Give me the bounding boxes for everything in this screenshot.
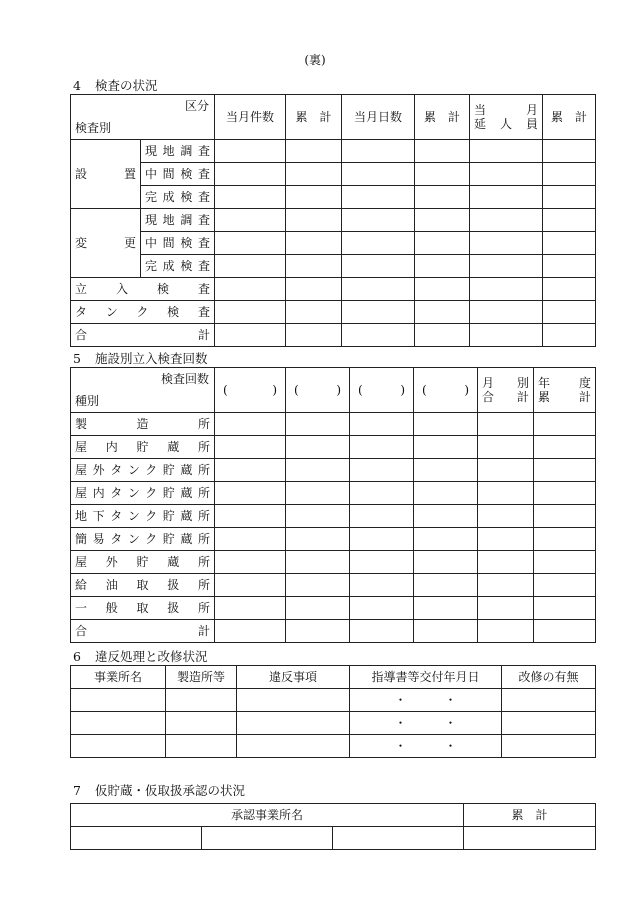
data-cell[interactable] (342, 324, 415, 347)
data-cell[interactable] (286, 436, 350, 459)
data-cell[interactable] (470, 301, 543, 324)
data-cell[interactable] (478, 482, 534, 505)
section-4-label: 検査の状況 (95, 78, 158, 93)
data-cell[interactable] (215, 574, 286, 597)
period-header[interactable] (414, 368, 478, 413)
data-cell[interactable] (215, 620, 286, 643)
date-cell[interactable] (350, 712, 502, 735)
sub-label: 現地調査 (141, 209, 215, 232)
data-cell[interactable] (502, 712, 596, 735)
section-6-title (73, 647, 208, 665)
data-cell[interactable] (286, 324, 342, 347)
data-cell[interactable] (215, 186, 286, 209)
data-cell[interactable] (478, 505, 534, 528)
data-cell[interactable] (215, 505, 286, 528)
section-6-label: 違反処理と改修状況 (95, 649, 208, 664)
header-office-name: 事業所名 (71, 666, 166, 689)
facility-label: 屋内タンク貯蔵所 (71, 482, 215, 505)
data-cell[interactable] (350, 413, 414, 436)
data-cell[interactable] (414, 620, 478, 643)
data-cell[interactable] (286, 459, 350, 482)
data-cell[interactable] (342, 209, 415, 232)
data-cell[interactable] (286, 255, 342, 278)
facility-label: 屋内貯蔵所 (71, 436, 215, 459)
data-cell[interactable] (286, 505, 350, 528)
data-cell[interactable] (478, 528, 534, 551)
facility-inspection-table (70, 367, 596, 643)
data-cell[interactable] (71, 689, 166, 712)
data-cell[interactable] (502, 735, 596, 758)
period-header[interactable] (286, 368, 350, 413)
data-cell[interactable] (237, 689, 350, 712)
data-cell[interactable] (342, 278, 415, 301)
data-cell[interactable] (534, 620, 596, 643)
data-cell[interactable] (478, 597, 534, 620)
data-cell[interactable] (350, 459, 414, 482)
data-cell[interactable] (414, 436, 478, 459)
data-cell[interactable] (415, 324, 470, 347)
header-yearly-total (534, 368, 596, 413)
data-cell[interactable] (71, 712, 166, 735)
data-cell[interactable] (215, 278, 286, 301)
data-cell[interactable] (414, 597, 478, 620)
date-dot: ・ (444, 693, 457, 707)
data-cell[interactable] (414, 551, 478, 574)
section-7-label: 仮貯蔵・仮取扱承認の状況 (95, 783, 246, 798)
data-cell[interactable] (342, 255, 415, 278)
header-monthly-total-line2: 合 計 (482, 390, 529, 404)
data-cell[interactable] (543, 209, 596, 232)
data-cell[interactable] (215, 413, 286, 436)
data-cell[interactable] (470, 278, 543, 301)
sec4-corner-bottom: 検査別 (75, 121, 112, 135)
data-cell[interactable] (470, 209, 543, 232)
data-cell[interactable] (342, 186, 415, 209)
data-cell[interactable] (350, 505, 414, 528)
data-cell[interactable] (237, 712, 350, 735)
section-5-label: 施設別立入検査回数 (95, 351, 208, 366)
data-cell[interactable] (478, 620, 534, 643)
header-monthly-days: 当月日数 (342, 95, 415, 140)
header-monthly-count: 当月件数 (215, 95, 286, 140)
header-repair-status: 改修の有無 (502, 666, 596, 689)
data-cell[interactable] (478, 413, 534, 436)
data-cell[interactable] (543, 278, 596, 301)
group-label-henkou: 変更 (71, 209, 141, 278)
paren-open: ( (358, 383, 363, 397)
data-cell[interactable] (286, 186, 342, 209)
data-cell[interactable] (415, 163, 470, 186)
data-cell[interactable] (286, 278, 342, 301)
data-cell[interactable] (464, 827, 596, 850)
paren-open: ( (422, 383, 427, 397)
date-dot: ・ (444, 716, 457, 730)
group-label-setchi: 設置 (71, 140, 141, 209)
data-cell[interactable] (333, 827, 464, 850)
paren-close: ) (400, 383, 405, 397)
data-cell[interactable] (414, 413, 478, 436)
period-header[interactable] (350, 368, 414, 413)
paren-close: ) (464, 383, 469, 397)
header-violation: 違反事項 (237, 666, 350, 689)
row-label-tachiiri: 立入検査 (71, 278, 215, 301)
facility-label: 一般取扱所 (71, 597, 215, 620)
data-cell[interactable] (543, 324, 596, 347)
data-cell[interactable] (415, 278, 470, 301)
header-issue-date: 指導書等交付年月日 (350, 666, 502, 689)
data-cell[interactable] (543, 186, 596, 209)
data-cell[interactable] (415, 255, 470, 278)
row-label-tank: タンク検査 (71, 301, 215, 324)
sub-label: 中間検査 (141, 232, 215, 255)
data-cell[interactable] (478, 574, 534, 597)
data-cell[interactable] (350, 551, 414, 574)
header-monthly-personnel (470, 95, 543, 140)
data-cell[interactable] (166, 735, 237, 758)
data-cell[interactable] (502, 689, 596, 712)
header-yearly-total-line2: 累 計 (538, 390, 591, 404)
data-cell[interactable] (350, 528, 414, 551)
data-cell[interactable] (534, 459, 596, 482)
facility-label: 簡易タンク貯蔵所 (71, 528, 215, 551)
data-cell[interactable] (215, 482, 286, 505)
section-4-title (73, 76, 158, 94)
data-cell[interactable] (415, 186, 470, 209)
data-cell[interactable] (534, 505, 596, 528)
data-cell[interactable] (415, 232, 470, 255)
data-cell[interactable] (415, 140, 470, 163)
period-header[interactable] (215, 368, 286, 413)
data-cell[interactable] (470, 324, 543, 347)
data-cell[interactable] (286, 528, 350, 551)
data-cell[interactable] (286, 482, 350, 505)
sec4-corner-header (71, 95, 215, 140)
sec5-corner-header (71, 368, 215, 413)
temporary-storage-table (70, 803, 596, 850)
data-cell[interactable] (286, 232, 342, 255)
facility-label: 屋外貯蔵所 (71, 551, 215, 574)
data-cell[interactable] (543, 255, 596, 278)
data-cell[interactable] (534, 597, 596, 620)
data-cell[interactable] (215, 324, 286, 347)
data-cell[interactable] (286, 597, 350, 620)
data-cell[interactable] (414, 482, 478, 505)
data-cell[interactable] (342, 163, 415, 186)
date-dot: ・ (394, 716, 407, 730)
data-cell[interactable] (470, 255, 543, 278)
data-cell[interactable] (202, 827, 333, 850)
paren-open: ( (223, 383, 228, 397)
data-cell[interactable] (342, 140, 415, 163)
page-label: (裏) (304, 53, 326, 67)
facility-label: 製造所 (71, 413, 215, 436)
data-cell[interactable] (414, 505, 478, 528)
data-cell[interactable] (534, 528, 596, 551)
data-cell[interactable] (470, 163, 543, 186)
data-cell[interactable] (350, 574, 414, 597)
data-cell[interactable] (342, 232, 415, 255)
data-cell[interactable] (415, 301, 470, 324)
data-cell[interactable] (534, 551, 596, 574)
data-cell[interactable] (237, 735, 350, 758)
data-cell[interactable] (543, 301, 596, 324)
data-cell[interactable] (415, 209, 470, 232)
date-cell[interactable] (350, 689, 502, 712)
data-cell[interactable] (215, 255, 286, 278)
data-cell[interactable] (286, 620, 350, 643)
data-cell[interactable] (478, 551, 534, 574)
data-cell[interactable] (286, 209, 342, 232)
header-cumulative-3: 累 計 (543, 95, 596, 140)
violation-table (70, 665, 596, 758)
section-7-number: 7 (73, 783, 81, 798)
header-cumulative-1: 累 計 (286, 95, 342, 140)
date-dot: ・ (394, 739, 407, 753)
data-cell[interactable] (350, 436, 414, 459)
sec4-corner-top: 区分 (184, 99, 209, 113)
paren-close: ) (272, 383, 277, 397)
data-cell[interactable] (414, 574, 478, 597)
inspection-status-table (70, 94, 596, 347)
data-cell[interactable] (286, 140, 342, 163)
data-cell[interactable] (478, 459, 534, 482)
data-cell[interactable] (286, 551, 350, 574)
header-facility: 製造所等 (166, 666, 237, 689)
data-cell[interactable] (215, 597, 286, 620)
paren-close: ) (336, 383, 341, 397)
row-label-total: 合計 (71, 324, 215, 347)
sub-label: 完成検査 (141, 186, 215, 209)
data-cell[interactable] (534, 413, 596, 436)
section-5-title (73, 349, 208, 367)
data-cell[interactable] (534, 574, 596, 597)
data-cell[interactable] (350, 482, 414, 505)
date-dot: ・ (444, 739, 457, 753)
section-6-number: 6 (73, 649, 81, 664)
sub-label: 完成検査 (141, 255, 215, 278)
data-cell[interactable] (215, 551, 286, 574)
data-cell[interactable] (350, 597, 414, 620)
section-7-title (73, 781, 245, 799)
facility-label: 屋外タンク貯蔵所 (71, 459, 215, 482)
data-cell[interactable] (166, 712, 237, 735)
data-cell[interactable] (470, 140, 543, 163)
data-cell[interactable] (414, 528, 478, 551)
header-approved-office: 承認事業所名 (71, 804, 464, 827)
header-cumulative-2: 累 計 (415, 95, 470, 140)
header-monthly-total (478, 368, 534, 413)
data-cell[interactable] (543, 140, 596, 163)
data-cell[interactable] (286, 574, 350, 597)
header-yearly-total-line1: 年 度 (538, 376, 591, 390)
paren-open: ( (294, 383, 299, 397)
data-cell[interactable] (215, 232, 286, 255)
data-cell[interactable] (350, 620, 414, 643)
data-cell[interactable] (286, 301, 342, 324)
facility-label: 給油取扱所 (71, 574, 215, 597)
data-cell[interactable] (215, 301, 286, 324)
data-cell[interactable] (215, 163, 286, 186)
data-cell[interactable] (215, 528, 286, 551)
facility-label: 地下タンク貯蔵所 (71, 505, 215, 528)
data-cell[interactable] (71, 827, 202, 850)
sec5-corner-top: 検査回数 (160, 372, 209, 386)
data-cell[interactable] (534, 482, 596, 505)
data-cell[interactable] (478, 436, 534, 459)
data-cell[interactable] (470, 232, 543, 255)
data-cell[interactable] (414, 459, 478, 482)
data-cell[interactable] (286, 413, 350, 436)
data-cell[interactable] (286, 163, 342, 186)
data-cell[interactable] (71, 735, 166, 758)
data-cell[interactable] (543, 232, 596, 255)
data-cell[interactable] (215, 436, 286, 459)
section-4-number: 4 (73, 78, 81, 93)
data-cell[interactable] (342, 301, 415, 324)
header-monthly-total-line1: 月 別 (482, 376, 529, 390)
sub-label: 現地調査 (141, 140, 215, 163)
data-cell[interactable] (470, 186, 543, 209)
header-cumulative: 累 計 (464, 804, 596, 827)
data-cell[interactable] (215, 459, 286, 482)
header-monthly-personnel-line2: 延 人 員 (474, 117, 538, 131)
sec5-corner-bottom: 種別 (75, 394, 100, 408)
data-cell[interactable] (215, 209, 286, 232)
data-cell[interactable] (543, 163, 596, 186)
section-5-number: 5 (73, 351, 81, 366)
header-monthly-personnel-line1: 当 月 (474, 103, 538, 117)
date-dot: ・ (394, 693, 407, 707)
facility-label-total: 合計 (71, 620, 215, 643)
data-cell[interactable] (215, 140, 286, 163)
data-cell[interactable] (166, 689, 237, 712)
data-cell[interactable] (534, 436, 596, 459)
date-cell[interactable] (350, 735, 502, 758)
sub-label: 中間検査 (141, 163, 215, 186)
